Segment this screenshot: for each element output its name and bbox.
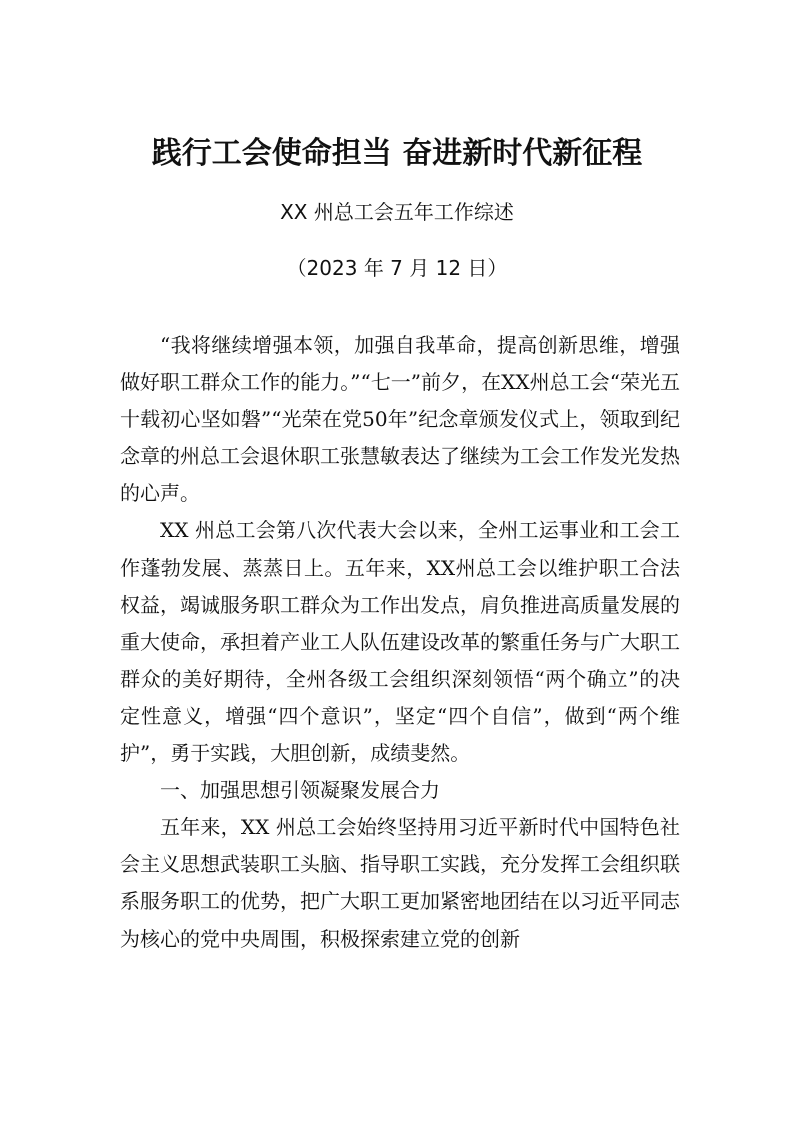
document-body <box>120 327 680 958</box>
document-date: （2023 年 7 月 12 日） <box>286 256 508 280</box>
paragraph-intro: “我将继续增强本领，加强自我革命，提高创新思维，增强做好职工群众工作的能力。”“七一”前夕，在XX州总工会“荣光五十载初心坚如磐”“光荣在党50年”纪念章颁发仪式上，领取到纪念章的州总工会退休职工张慧敏表达了继续为工会工作发光发热的心声。 <box>120 333 680 506</box>
paragraph-overview: XX 州总工会第八次代表大会以来，全州工运事业和工会工作蓬勃发展、蒸蒸日上。五年来，XX州总工会以维护职工合法权益，竭诚服务职工群众为工作出发点，肩负推进高质量发展的重大使命，承担着产业工人队伍建设改革的繁重任务与广大职工群众的美好期待，全州各级工会组织深刻领悟“两个确立”的决定性意义，增强“四个意识”，坚定“四个自信”，做到“两个维护”，勇于实践，大胆创新，成绩斐然。 <box>120 518 680 766</box>
paragraph-section-1: 五年来，XX 州总工会始终坚持用习近平新时代中国特色社会主义思想武装职工头脑、指导职工实践，充分发挥工会组织联系服务职工的优势，把广大职工更加紧密地团结在以习近平同志为核心的党中央周围，积极探索建立党的创新 <box>120 815 680 951</box>
section-heading-1: 一、加强思想引领凝聚发展合力 <box>160 778 440 803</box>
document-title: 践行工会使命担当 奋进新时代新征程 <box>151 136 643 171</box>
document-subtitle: XX 州总工会五年工作综述 <box>280 200 514 224</box>
